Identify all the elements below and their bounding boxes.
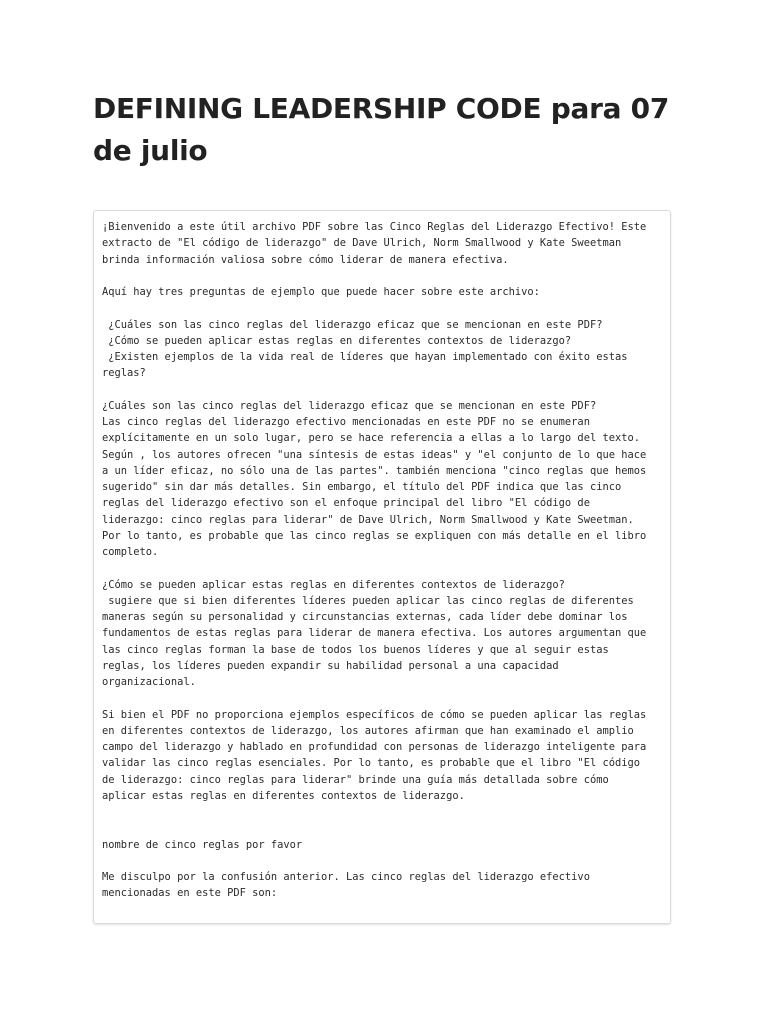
text-line: ¿Cuáles son las cinco reglas del liderazgo eficaz que se mencionan en este PDF? xyxy=(102,399,597,412)
text-line: organizacional. xyxy=(102,676,196,688)
text-line: Las cinco reglas del liderazgo efectivo mencionadas en este PDF no se enumeran xyxy=(102,416,590,428)
text-content-box xyxy=(93,210,671,924)
page-title: DEFINING LEADERSHIP CODE para 07 de julio xyxy=(93,92,670,167)
text-line: maneras según su personalidad y circunstancias externas, cada líder debe dominar los xyxy=(102,611,628,623)
text-line: brinda información valiosa sobre cómo liderar de manera efectiva. xyxy=(102,253,509,266)
text-line: extracto de "El código de liderazgo" de Dave Ulrich, Norm Smallwood y Kate Sweetman xyxy=(102,237,622,250)
text-line: explícitamente en un solo lugar, pero se hace referencia a ellas a lo largo del texto. xyxy=(102,432,640,445)
text-line: ¿Cómo se pueden aplicar estas reglas en diferentes contextos de liderazgo? xyxy=(102,578,565,591)
text-line: ¿Cómo se pueden aplicar estas reglas en diferentes contextos de liderazgo? xyxy=(102,334,572,347)
text-line: campo del liderazgo y hablado en profundidad con personas de liderazgo inteligente para xyxy=(102,741,647,753)
text-line: las cinco reglas forman la base de todos los buenos líderes y que al seguir estas xyxy=(102,643,609,656)
text-line: Según , los autores ofrecen "una síntesis de estas ideas" y "el conjunto de lo que hace xyxy=(102,448,647,461)
document-body-text xyxy=(102,219,664,902)
text-line: nombre de cinco reglas por favor xyxy=(102,838,303,851)
text-line: ¿Existen ejemplos de la vida real de líderes que hayan implementado con éxito estas xyxy=(102,351,628,363)
text-line: liderazgo: cinco reglas para liderar" de Dave Ulrich, Norm Smallwood y Kate Sweetman. xyxy=(102,513,634,526)
text-line: ¡Bienvenido a este útil archivo PDF sobre las Cinco Reglas del Liderazgo Efectivo! Este xyxy=(102,221,647,233)
text-line: validar las cinco reglas esenciales. Por lo tanto, es probable que el libro "El código xyxy=(102,757,640,770)
text-line: Me disculpo por la confusión anterior. Las cinco reglas del liderazgo efectivo xyxy=(102,871,590,883)
text-line: fundamentos de estas reglas para liderar de manera efectiva. Los autores argumentan que xyxy=(102,627,647,640)
text-line: en diferentes contextos de liderazgo, los autores afirman que han examinado el amplio xyxy=(102,724,634,737)
text-line: reglas del liderazgo efectivo son el enfoque principal del libro "El código de xyxy=(102,497,590,510)
text-line: sugiere que si bien diferentes líderes pueden aplicar las cinco reglas de diferentes xyxy=(102,594,634,607)
text-line: completo. xyxy=(102,546,159,558)
text-line: mencionadas en este PDF son: xyxy=(102,887,278,900)
text-line: a un líder eficaz, no sólo una de las partes". también menciona "cinco reglas que hemos xyxy=(102,464,647,477)
text-line: reglas, los líderes pueden expandir su habilidad personal a una capacidad xyxy=(102,659,559,672)
text-line: de liderazgo: cinco reglas para liderar" brinde una guía más detallada sobre cómo xyxy=(102,773,609,786)
text-line: Aquí hay tres preguntas de ejemplo que puede hacer sobre este archivo: xyxy=(102,286,540,298)
text-line: aplicar estas reglas en diferentes contextos de liderazgo. xyxy=(102,789,465,802)
text-line: ¿Cuáles son las cinco reglas del liderazgo eficaz que se mencionan en este PDF? xyxy=(102,318,603,331)
text-line: reglas? xyxy=(102,367,146,380)
text-line: Por lo tanto, es probable que las cinco reglas se expliquen con más detalle en el libro xyxy=(102,529,647,542)
text-line: Si bien el PDF no proporciona ejemplos específicos de cómo se pueden aplicar las reglas xyxy=(102,708,647,721)
text-line: sugerido" sin dar más detalles. Sin embargo, el título del PDF indica que las cinco xyxy=(102,481,622,493)
